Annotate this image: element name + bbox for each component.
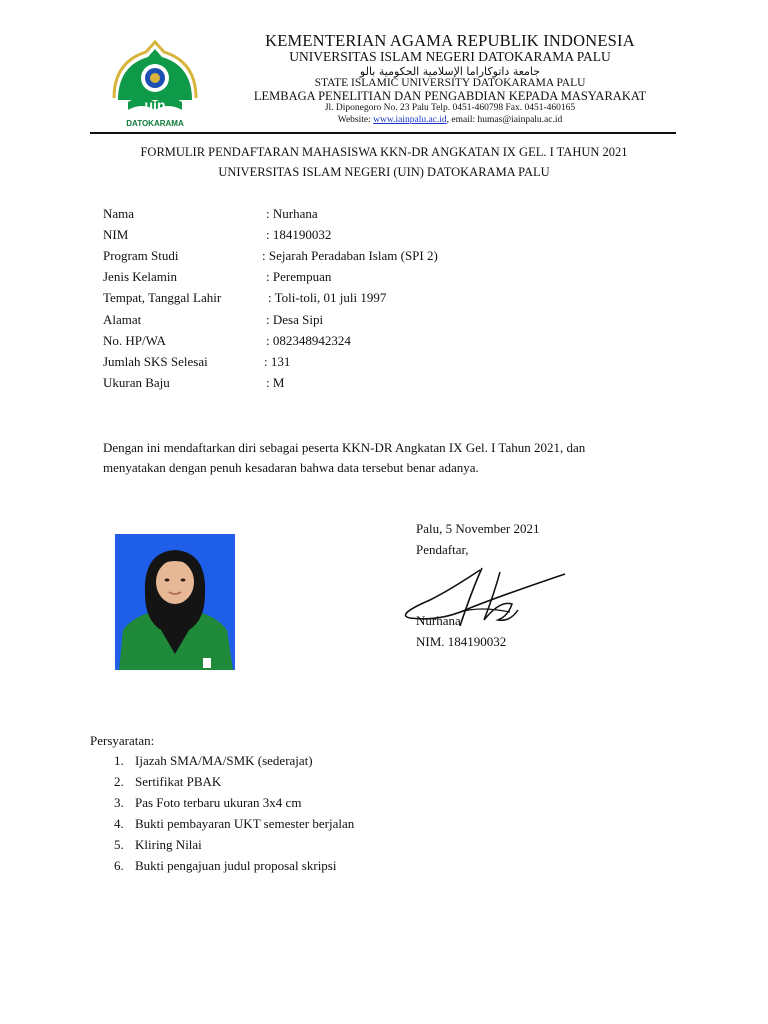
applicant-photo — [115, 534, 235, 670]
requirement-item: Pas Foto terbaru ukuran 3x4 cm — [135, 795, 302, 810]
requirement-item: Kliring Nilai — [135, 837, 202, 852]
header-institute: LEMBAGA PENELITIAN DAN PENGABDIAN KEPADA MASYARAKAT — [253, 89, 647, 103]
form-title: FORMULIR PENDAFTARAN MAHASISWA KKN-DR ANGKATAN IX GEL. I TAHUN 2021 — [140, 145, 628, 159]
field-value-nama: : Nurhana — [266, 206, 318, 221]
sign-nim: NIM. 184190032 — [416, 634, 507, 649]
requirement-item: Sertifikat PBAK — [135, 774, 222, 789]
requirement-num: 6. — [114, 858, 124, 873]
header-arabic: جامعة داتوكاراما الإسلامية الحكومية بالو — [359, 65, 541, 78]
university-logo — [108, 40, 202, 132]
header-university: UNIVERSITAS ISLAM NEGERI DATOKARAMA PALU — [289, 49, 611, 64]
field-label-jenis-kelamin: Jenis Kelamin — [103, 269, 178, 284]
field-label-sks: Jumlah SKS Selesai — [103, 354, 208, 369]
statement-line-2: menyatakan dengan penuh kesadaran bahwa data tersebut benar adanya. — [103, 460, 479, 475]
declaration-statement — [103, 438, 683, 478]
header-address: Jl. Diponegoro No. 23 Palu Telp. 0451-460798 Fax. 0451-460165 — [324, 103, 576, 113]
field-value-ttl: : Toli-toli, 01 juli 1997 — [268, 290, 387, 305]
website-label: Website: — [337, 115, 371, 125]
requirement-num: 5. — [114, 837, 124, 852]
field-label-ttl: Tempat, Tanggal Lahir — [103, 290, 222, 305]
svg-text:DATOKARAMA: DATOKARAMA — [126, 119, 184, 128]
requirement-item: Ijazah SMA/MA/SMK (sederajat) — [135, 753, 313, 768]
requirement-item: Bukti pengajuan judul proposal skripsi — [135, 858, 337, 873]
field-value-ukuran-baju: : M — [266, 375, 285, 390]
field-value-program-studi: : Sejarah Peradaban Islam (SPI 2) — [262, 248, 438, 263]
svg-text:uin: uin — [144, 97, 166, 113]
requirement-item: Bukti pembayaran UKT semester berjalan — [135, 816, 355, 831]
sign-name: Nurhana — [416, 613, 461, 628]
header-contact — [200, 115, 700, 125]
sign-role: Pendaftar, — [416, 542, 469, 557]
field-value-hp: : 082348942324 — [266, 333, 351, 348]
requirement-num: 4. — [114, 816, 124, 831]
field-label-ukuran-baju: Ukuran Baju — [103, 375, 170, 390]
email-text: , email: humas@iainpalu.ac.id — [446, 115, 563, 125]
sign-place-date: Palu, 5 November 2021 — [416, 521, 540, 536]
field-value-sks: : 131 — [264, 354, 291, 369]
field-value-nim: : 184190032 — [266, 227, 332, 242]
field-label-nama: Nama — [103, 206, 135, 221]
header-english: STATE ISLAMIC UNIVERSITY DATOKARAMA PALU — [314, 77, 586, 89]
website-link[interactable]: www.iainpalu.ac.id — [373, 115, 447, 125]
header-divider — [90, 132, 676, 134]
statement-line-1: Dengan ini mendaftarkan diri sebagai peserta KKN-DR Angkatan IX Gel. I Tahun 2021, dan — [103, 440, 586, 455]
field-label-program-studi: Program Studi — [103, 248, 179, 263]
requirement-num: 2. — [114, 774, 124, 789]
field-value-jenis-kelamin: : Perempuan — [266, 269, 332, 284]
requirements-title: Persyaratan: — [90, 733, 155, 748]
header-ministry: KEMENTERIAN AGAMA REPUBLIK INDONESIA — [265, 31, 635, 50]
form-subtitle: UNIVERSITAS ISLAM NEGERI (UIN) DATOKARAMA PALU — [218, 165, 550, 179]
field-label-alamat: Alamat — [103, 312, 142, 327]
handwritten-signature — [390, 560, 570, 630]
field-label-nim: NIM — [103, 227, 129, 242]
requirement-num: 1. — [114, 753, 124, 768]
field-value-alamat: : Desa Sipi — [266, 312, 324, 327]
field-label-hp: No. HP/WA — [103, 333, 166, 348]
requirement-num: 3. — [114, 795, 124, 810]
